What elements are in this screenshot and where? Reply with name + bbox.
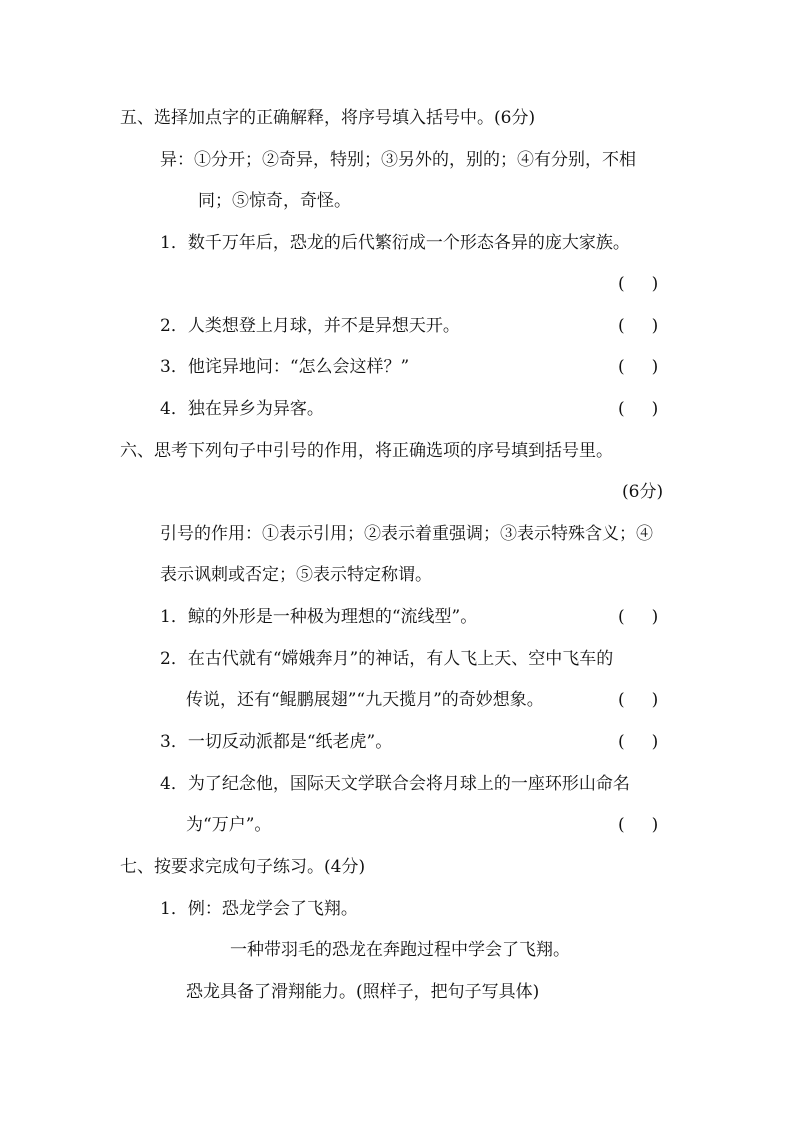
answer-blank-6-2[interactable]: ( )	[618, 690, 659, 710]
section-6-definitions-line-2: 表示讽刺或否定；⑤表示特定称谓。	[160, 565, 432, 585]
section-6-question-2-line-2: 传说，还有“鲲鹏展翅”“九天揽月”的奇妙想象。	[186, 690, 544, 710]
answer-blank-6-1[interactable]: ( )	[618, 607, 659, 627]
section-6-question-2-line-1: 2．在古代就有“嫦娥奔月”的神话，有人飞上天、空中飞车的	[160, 649, 614, 669]
section-5-question-1: 1．数千万年后，恐龙的后代繁衍成一个形态各异的庞大家族。	[160, 233, 630, 253]
section-7-task-sentence: 恐龙具备了滑翔能力。(照样子，把句子写具体)	[186, 982, 540, 1002]
section-5-heading: 五、选择加点字的正确解释，将序号填入括号中。(6分)	[120, 108, 536, 128]
answer-blank-5-3[interactable]: ( )	[618, 357, 659, 377]
section-6-heading: 六、思考下列句子中引号的作用，将正确选项的序号填到括号里。	[120, 441, 613, 461]
answer-blank-5-4[interactable]: ( )	[618, 399, 659, 419]
section-7-heading: 七、按要求完成句子练习。(4分)	[120, 857, 366, 877]
section-6-question-1: 1．鲸的外形是一种极为理想的“流线型”。	[160, 607, 478, 627]
section-5-question-2: 2．人类想登上月球，并不是异想天开。	[160, 316, 460, 336]
section-6-question-4-line-1: 4．为了纪念他，国际天文学联合会将月球上的一座环形山命名	[160, 774, 630, 794]
section-6-question-3: 3．一切反动派都是“纸老虎”。	[160, 732, 393, 752]
answer-blank-5-1[interactable]: ( )	[618, 274, 659, 294]
section-5-question-3: 3．他诧异地问：“怎么会这样？”	[160, 357, 410, 377]
answer-blank-5-2[interactable]: ( )	[618, 316, 659, 336]
section-7-example-sentence: 一种带羽毛的恐龙在奔跑过程中学会了飞翔。	[230, 940, 570, 960]
section-6-score: (6分)	[622, 482, 664, 502]
section-5-definitions-line-1: 异：①分开；②奇异，特别；③另外的，别的；④有分别，不相	[160, 150, 636, 170]
section-6-question-4-line-2: 为“万户”。	[186, 815, 272, 835]
section-5-question-4: 4．独在异乡为异客。	[160, 399, 324, 419]
section-6-definitions-line-1: 引号的作用：①表示引用；②表示着重强调；③表示特殊含义；④	[160, 524, 653, 544]
section-5-definitions-line-2: 同；⑤惊奇，奇怪。	[198, 191, 351, 211]
answer-blank-6-3[interactable]: ( )	[618, 732, 659, 752]
answer-blank-6-4[interactable]: ( )	[618, 815, 659, 835]
section-7-question-1: 1．例：恐龙学会了飞翔。	[160, 899, 358, 919]
